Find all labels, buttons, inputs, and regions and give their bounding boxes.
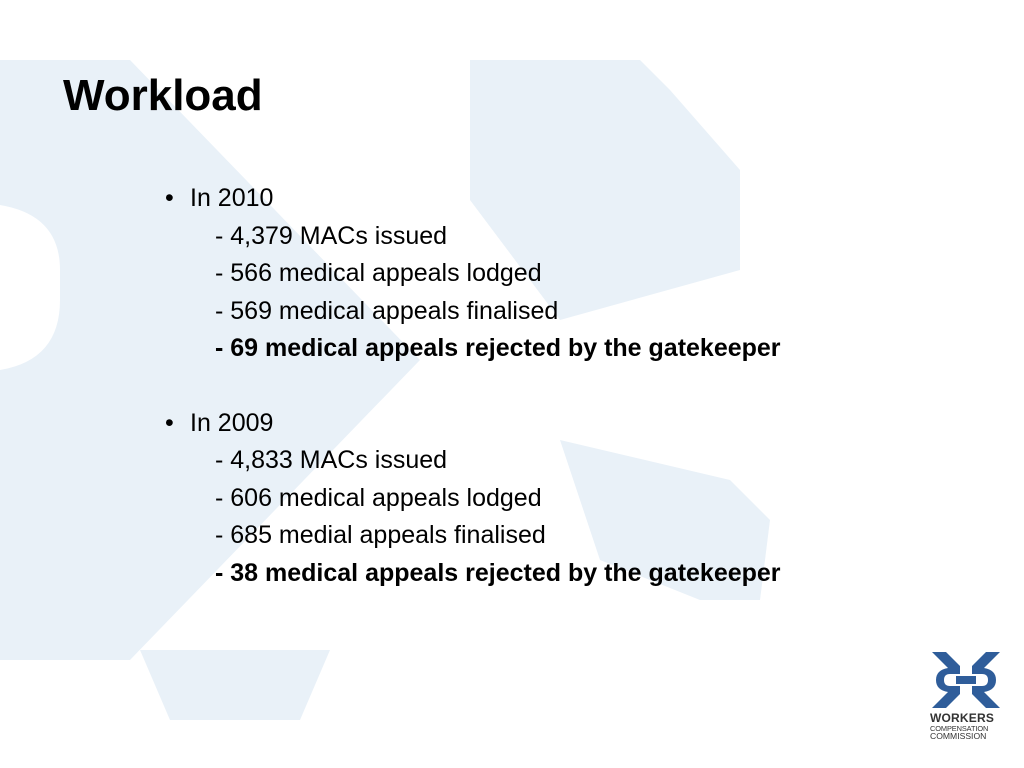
list-item: - 685 medial appeals finalised [215,521,546,549]
list-item: - 606 medical appeals lodged [215,483,542,512]
bullet-heading-text: In 2009 [190,408,274,437]
logo-text-line-3: COMMISSION [930,731,987,742]
list-item: - 4,379 MACs issued [215,221,448,250]
logo-wordmark [930,712,1002,741]
workers-compensation-commission-logo-icon [932,652,1000,708]
logo-text-line-1: WORKERS [930,711,995,725]
bullet-heading-text: In 2010 [190,184,274,212]
bullet-group-2009 [163,405,923,593]
slide-content [163,180,923,629]
bullet-group-2010 [163,180,923,368]
list-item: - 569 medical appeals finalised [215,296,559,325]
list-item-highlighted: - 69 medical appeals rejected by the gatekeeper [215,334,781,362]
bullet-heading [163,180,923,218]
bullet-icon: • [165,184,174,212]
bullet-icon: • [165,408,174,437]
slide-title: Workload [63,71,263,120]
list-item-highlighted: - 38 medical appeals rejected by the gatekeeper [215,558,781,587]
logo-text-line-2: COMPENSATION [930,723,989,733]
organisation-logo [930,652,1002,752]
bullet-heading [163,405,923,443]
list-item: - 566 medical appeals lodged [215,259,542,287]
list-item: - 4,833 MACs issued [215,446,448,474]
